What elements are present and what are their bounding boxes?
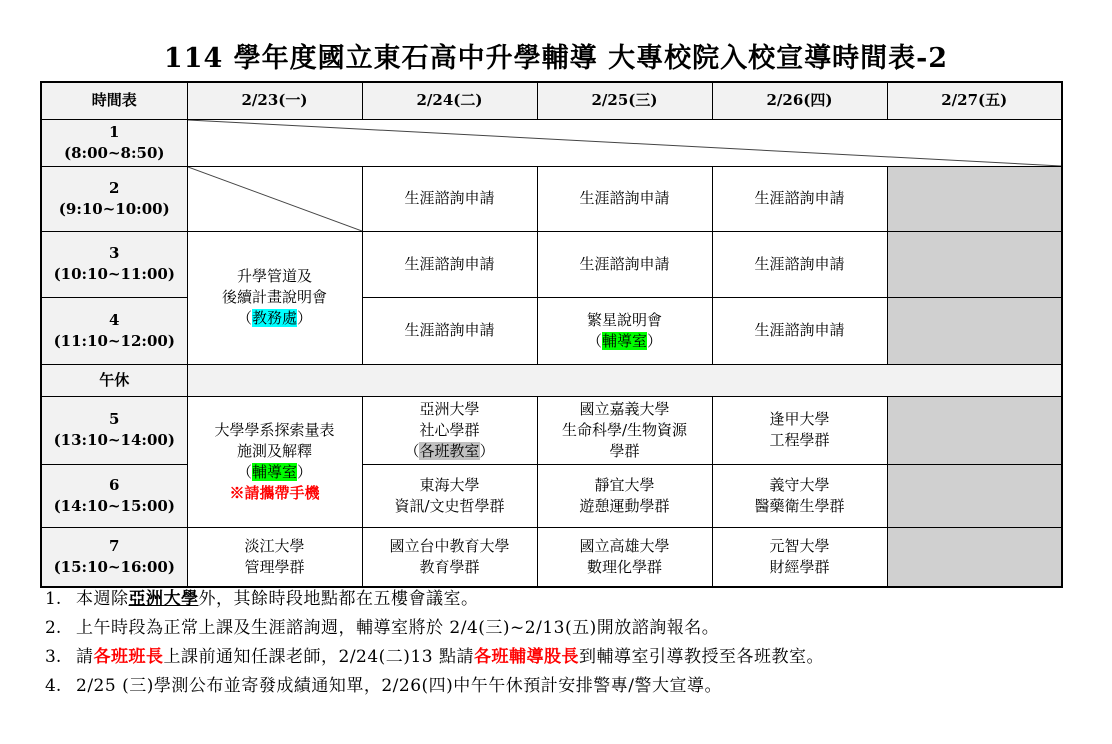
briefing-line-2: 後續計畫說明會 xyxy=(221,288,327,306)
lunch-empty-cell xyxy=(187,364,1062,396)
cell-mon-p7-tamkang-university xyxy=(187,527,362,587)
footnotes xyxy=(45,589,1075,705)
note-3 xyxy=(45,647,1075,667)
program-name: 資訊/文史哲學群 xyxy=(394,496,505,515)
cell-fri-p4-unavailable xyxy=(887,297,1062,364)
note-segment-red: 各班班長 xyxy=(93,647,164,667)
diagonal-line xyxy=(188,120,1062,166)
cell-fri-p6-unavailable xyxy=(887,464,1062,527)
university-name: 義守大學 xyxy=(769,475,830,494)
location-highlight-counseling-office: 輔導室 xyxy=(601,331,647,350)
note-number: 3. xyxy=(45,647,62,667)
program-name: 管理學群 xyxy=(244,557,305,576)
period-5-row xyxy=(41,396,1062,464)
star-briefing-location-line xyxy=(541,331,709,352)
cell-fri-p3-unavailable xyxy=(887,231,1062,297)
university-name: 亞洲大學 xyxy=(419,399,480,418)
cell-thu-p5-fengchia-university xyxy=(712,396,887,464)
program-name-cont: 學群 xyxy=(609,441,640,460)
cell-mon-p2-empty xyxy=(187,166,362,231)
university-name: 元智大學 xyxy=(769,536,830,555)
university-name: 國立高雄大學 xyxy=(579,536,670,555)
cell-tue-p5-asia-university xyxy=(362,396,537,464)
location-highlight-classrooms: 各班教室 xyxy=(419,441,480,460)
period-5-label xyxy=(41,396,187,464)
header-thu: 2/26(四) xyxy=(712,82,887,119)
cell-thu-p4-career: 生涯諮詢申請 xyxy=(712,297,887,364)
header-row xyxy=(41,82,1062,119)
cell-thu-p3-career: 生涯諮詢申請 xyxy=(712,231,887,297)
lunch-row xyxy=(41,364,1062,396)
note-number: 2. xyxy=(45,618,62,638)
note-text xyxy=(76,647,1075,667)
university-name: 東海大學 xyxy=(419,475,480,494)
period-time: (13:10~14:00) xyxy=(53,431,175,449)
diagonal-line xyxy=(188,167,362,231)
cell-fri-p2-unavailable xyxy=(887,166,1062,231)
program-name: 工程學群 xyxy=(769,431,830,449)
university-name: 淡江大學 xyxy=(244,536,305,555)
cell-mon-p5p6-exploration-test xyxy=(187,396,362,527)
period-4-label xyxy=(41,297,187,364)
period-number: 4 xyxy=(109,310,120,329)
period-time: (14:10~15:00) xyxy=(53,496,175,515)
period-1-empty-cell xyxy=(187,119,1062,166)
cell-wed-p5-chiayi-university xyxy=(537,396,712,464)
paren-open: （ xyxy=(236,309,252,327)
note-text xyxy=(76,589,1075,609)
exploration-line-1: 大學學系探索量表 xyxy=(214,420,335,439)
cell-wed-p7-kaohsiung-university xyxy=(537,527,712,587)
cell-tue-p4-career: 生涯諮詢申請 xyxy=(362,297,537,364)
exploration-location-line xyxy=(191,462,359,483)
period-7-label xyxy=(41,527,187,587)
note-segment: 上課前通知任課老師，2/24(二)13 點請 xyxy=(163,647,474,667)
paren-close: ） xyxy=(297,462,313,481)
period-2-row xyxy=(41,166,1062,231)
period-number: 3 xyxy=(109,244,120,262)
header-fri: 2/27(五) xyxy=(887,82,1062,119)
cell-thu-p7-yuanze-university xyxy=(712,527,887,587)
briefing-location-line xyxy=(191,308,359,329)
header-mon: 2/23(一) xyxy=(187,82,362,119)
cell-tue-p7-taichung-education-university xyxy=(362,527,537,587)
paren-close: ） xyxy=(297,309,313,327)
note-segment-emphasis: 亞洲大學 xyxy=(128,589,199,609)
schedule-table xyxy=(40,81,1063,588)
cell-wed-p2-career: 生涯諮詢申請 xyxy=(537,166,712,231)
location-highlight-academic-affairs: 教務處 xyxy=(251,309,297,327)
cell-mon-p3p4-briefing xyxy=(187,231,362,364)
cell-wed-p4-star-briefing xyxy=(537,297,712,364)
period-number: 6 xyxy=(109,475,120,494)
location-line xyxy=(366,441,534,462)
university-name: 靜宜大學 xyxy=(594,475,655,494)
note-segment: 到輔導室引導教授至各班教室。 xyxy=(578,647,824,667)
cell-tue-p3-career: 生涯諮詢申請 xyxy=(362,231,537,297)
period-time: (10:10~11:00) xyxy=(53,265,175,283)
paren-close: ） xyxy=(647,331,663,350)
note-1 xyxy=(45,589,1075,609)
period-3-label xyxy=(41,231,187,297)
program-name: 教育學群 xyxy=(419,557,480,576)
period-1-row xyxy=(41,119,1062,166)
header-tue: 2/24(二) xyxy=(362,82,537,119)
note-4 xyxy=(45,676,1075,696)
period-time: (8:00~8:50) xyxy=(64,143,165,162)
cell-wed-p6-providence-university xyxy=(537,464,712,527)
note-segment: 請 xyxy=(76,647,94,667)
cell-tue-p6-tunghai-university xyxy=(362,464,537,527)
period-number: 5 xyxy=(109,410,120,428)
period-number: 2 xyxy=(109,178,120,197)
note-segment-red: 各班輔導股長 xyxy=(473,647,579,667)
note-number: 1. xyxy=(45,589,62,609)
paren-open: （ xyxy=(236,462,252,481)
program-name: 社心學群 xyxy=(419,420,480,439)
lunch-label: 午休 xyxy=(41,364,187,396)
period-1-label xyxy=(41,119,187,166)
location-highlight-counseling-office: 輔導室 xyxy=(251,462,297,481)
note-number: 4. xyxy=(45,676,62,696)
note-segment: 外，其餘時段地點都在五樓會議室。 xyxy=(198,589,479,609)
paren-open: （ xyxy=(404,441,420,460)
period-time: (11:10~12:00) xyxy=(53,331,175,350)
period-2-label xyxy=(41,166,187,231)
paren-open: （ xyxy=(586,331,602,350)
star-briefing-line: 繁星說明會 xyxy=(586,310,662,329)
note-text: 2/25 (三)學測公布並寄發成績通知單，2/26(四)中午午休預計安排警專/警大宣導。 xyxy=(76,676,723,696)
cell-fri-p7-unavailable xyxy=(887,527,1062,587)
header-timetable: 時間表 xyxy=(41,82,187,119)
university-name: 逢甲大學 xyxy=(769,410,830,428)
briefing-line-1: 升學管道及 xyxy=(236,267,312,285)
period-number: 7 xyxy=(109,536,120,555)
cell-wed-p3-career: 生涯諮詢申請 xyxy=(537,231,712,297)
program-name: 遊憩運動學群 xyxy=(579,496,670,515)
note-segment: 本週除 xyxy=(76,589,129,609)
cell-tue-p2-career: 生涯諮詢申請 xyxy=(362,166,537,231)
bring-phone-warning: ※請攜帶手機 xyxy=(229,483,320,502)
header-wed: 2/25(三) xyxy=(537,82,712,119)
program-name: 醫藥衛生學群 xyxy=(754,496,845,515)
period-7-row xyxy=(41,527,1062,587)
page-title: 114 學年度國立東石高中升學輔導 大專校院入校宣導時間表-2 xyxy=(163,43,949,74)
period-6-label xyxy=(41,464,187,527)
note-2 xyxy=(45,618,1075,638)
university-name: 國立嘉義大學 xyxy=(579,399,670,418)
paren-close: ） xyxy=(479,441,495,460)
period-number: 1 xyxy=(109,122,120,141)
period-time: (9:10~10:00) xyxy=(58,199,170,218)
period-time: (15:10~16:00) xyxy=(53,557,175,576)
period-3-row xyxy=(41,231,1062,297)
program-name: 財經學群 xyxy=(769,557,830,576)
program-name: 數理化學群 xyxy=(586,557,662,576)
university-name: 國立台中教育大學 xyxy=(389,536,510,555)
exploration-line-2: 施測及解釋 xyxy=(236,441,312,460)
cell-fri-p5-unavailable xyxy=(887,396,1062,464)
cell-thu-p2-career: 生涯諮詢申請 xyxy=(712,166,887,231)
cell-thu-p6-isu-university xyxy=(712,464,887,527)
program-name: 生命科學/生物資源 xyxy=(561,420,688,439)
note-text: 上午時段為正常上課及生涯諮詢週，輔導室將於 2/4(三)~2/13(五)開放諮詢報名。 xyxy=(76,618,720,638)
